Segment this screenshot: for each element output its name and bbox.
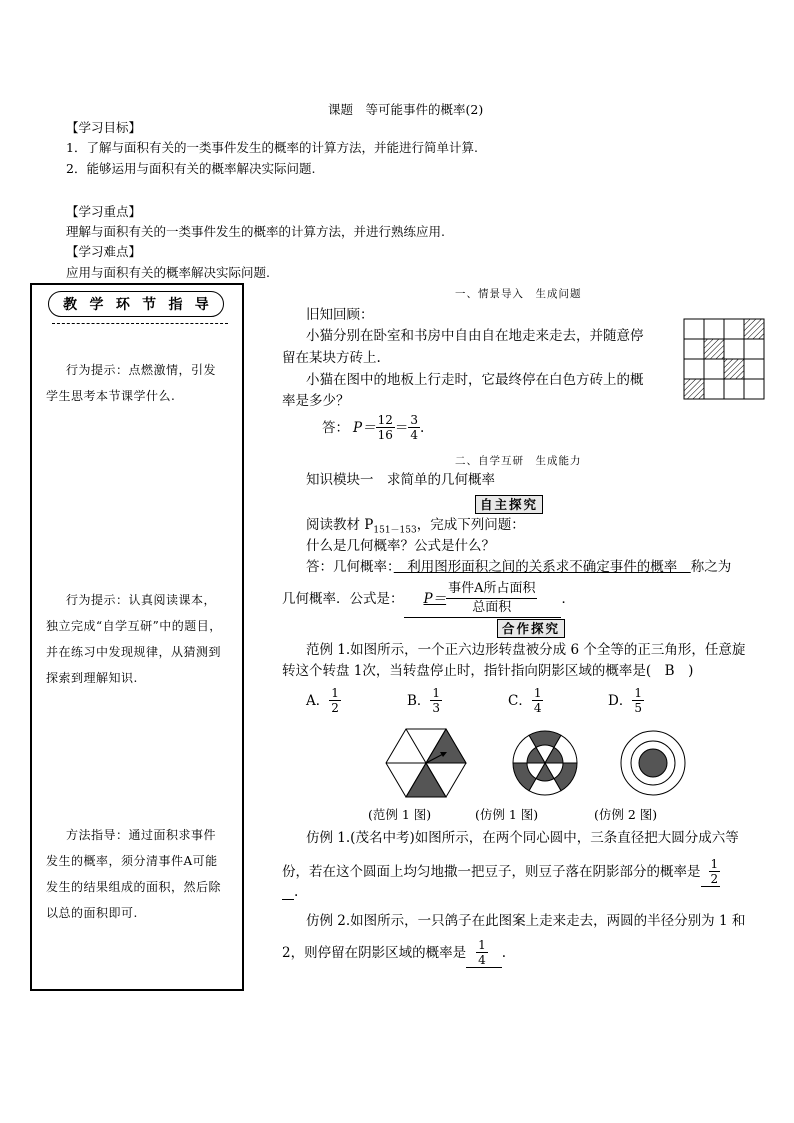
imitation-2-answer-blank: $\frac{1}{4}$: [466, 938, 502, 968]
sidebar-title-char: 节: [142, 297, 157, 313]
white-tile: [724, 379, 744, 399]
option-b: B． $\frac{1}{3}$: [407, 686, 441, 715]
white-tile: [744, 359, 764, 379]
question: 什么是几何概率？公式是什么？: [306, 538, 495, 554]
formula-line: 几何概率．公式是： P＝ $\frac{\text{事件A所占面积}}{\text{总面积}}$ ．: [282, 580, 575, 618]
shaded-tile: [704, 339, 724, 359]
definition-line: 答：几何概率： 利用图形面积之间的关系求不确定事件的概率 称之为: [306, 559, 732, 575]
white-tile: [684, 339, 704, 359]
white-tile: [684, 319, 704, 339]
hexagon-spinner-figure: [385, 727, 467, 799]
review-label: 旧知回顾：: [306, 307, 374, 323]
difficulties-text: 应用与面积有关的概率解决实际问题.: [66, 265, 270, 280]
sidebar-title-char: 教: [63, 297, 78, 313]
white-tile: [704, 359, 724, 379]
formula-fraction: $\frac{\text{事件A所占面积}}{\text{总面积}}$: [448, 581, 536, 615]
white-tile: [744, 339, 764, 359]
sidebar-tip-3: 方法指导：通过面积求事件 发生的概率，须分清事件A可能 发生的结果组成的面积，然后除 以总的面积即可.: [46, 828, 222, 920]
section-1-heading: 一、情景导入 生成问题: [455, 288, 582, 300]
question-line: 小猫分别在卧室和书房中自由自在地走来走去，并随意停: [306, 328, 644, 344]
objectives-heading: 【学习目标】: [66, 120, 142, 135]
objective-item: 1．了解与面积有关的一类事件发生的概率的计算方法，并能进行简单计算.: [66, 140, 478, 155]
caption-imitation-2: (仿例 2 图): [594, 807, 658, 822]
question-line: 小猫在图中的地板上行走时，它最终停在白色方砖上的概: [306, 372, 644, 388]
imitation-1-answer-blank: $\frac{1}{2}$: [701, 857, 721, 887]
question-line: 率是多少？: [282, 393, 350, 409]
cooperative-explore-badge: 合作探究: [497, 619, 565, 638]
white-tile: [684, 359, 704, 379]
imitation-2-line: 仿例 2.如图所示，一只鸽子在此图案上走来走去，两圆的半径分别为 1 和: [306, 913, 746, 929]
shaded-tile: [724, 359, 744, 379]
imitation-1-line: 仿例 1.(茂名中考)如图所示，在两个同心圆中，三条直径把大圆分成六等: [306, 830, 739, 846]
option-c: C． $\frac{1}{4}$: [508, 686, 542, 715]
sidebar-tip-1: 行为提示：点燃激情，引发 学生思考本节课学什么.: [46, 363, 217, 403]
imitation-1-line: 份，若在这个圆面上均匀地撒一把豆子，则豆子落在阴影部分的概率是 $\frac{1}{2}$: [282, 857, 719, 886]
fraction: $\frac{3}{4}$: [410, 413, 419, 442]
difficulties-heading: 【学习难点】: [66, 244, 142, 259]
fraction: $\frac{12}{16}$: [377, 413, 393, 442]
bullseye-figure: [619, 729, 687, 797]
answer-1: 答： P＝ $\frac{12}{16}$ ＝ $\frac{3}{4}$ .: [322, 413, 425, 442]
shaded-tile: [744, 319, 764, 339]
shaded-tile: [684, 379, 704, 399]
sidebar-title-banner: [48, 291, 224, 317]
teaching-guide-sidebar: [30, 283, 244, 991]
white-tile: [704, 379, 724, 399]
example-1-line: 转这个转盘 1次，当转盘停止时，指针指向阴影区域的概率是( B ): [282, 663, 694, 679]
knowledge-module: 知识模块一 求简单的几何概率: [306, 472, 495, 488]
white-tile: [744, 379, 764, 399]
key-points-heading: 【学习重点】: [66, 204, 142, 219]
section-2-heading: 二、自学互研 生成能力: [455, 455, 582, 467]
concentric-circles-figure: [511, 729, 579, 797]
sidebar-tip-2: 行为提示：认真阅读课本， 独立完成“自学互研”中的题目， 并在练习中发现规律，从猜测到 探索到理解知识.: [46, 593, 222, 685]
objective-item: 2．能够运用与面积有关的概率解决实际问题.: [66, 161, 316, 176]
option-d: D． $\frac{1}{5}$: [608, 686, 642, 715]
imitation-2-line: 2，则停留在阴影区域的概率是 $\frac{1}{4}$ .: [282, 938, 507, 967]
page-title: 课题 等可能事件的概率(2): [328, 102, 484, 117]
self-explore-badge: 自主探究: [475, 495, 543, 514]
white-tile: [724, 339, 744, 359]
sidebar-title-char: 学: [89, 297, 104, 313]
sidebar-title-char: 环: [115, 297, 130, 313]
caption-example-1: (范例 1 图): [368, 807, 432, 822]
option-a: A． $\frac{1}{2}$: [306, 686, 339, 715]
key-points-text: 理解与面积有关的一类事件发生的概率的计算方法，并进行熟练应用.: [66, 224, 445, 239]
formula-blank: P＝ $\frac{\text{事件A所占面积}}{\text{总面积}}$: [404, 580, 562, 618]
imitation-1-tail: .: [282, 882, 298, 902]
white-tile: [704, 319, 724, 339]
white-tile: [724, 319, 744, 339]
sidebar-title-char: 导: [194, 297, 209, 313]
caption-imitation-1: (仿例 1 图): [475, 807, 539, 822]
read-instruction: 阅读教材 $P_{151-153}$，完成下列问题：: [306, 517, 525, 536]
sidebar-title-char: 指: [168, 297, 183, 313]
sidebar-divider: [52, 323, 228, 324]
floor-grid-figure: [683, 318, 765, 400]
question-line: 留在某块方砖上.: [282, 350, 381, 366]
example-1-line: 范例 1.如图所示，一个正六边形转盘被分成 6 个全等的正三角形，任意旋: [306, 642, 746, 658]
